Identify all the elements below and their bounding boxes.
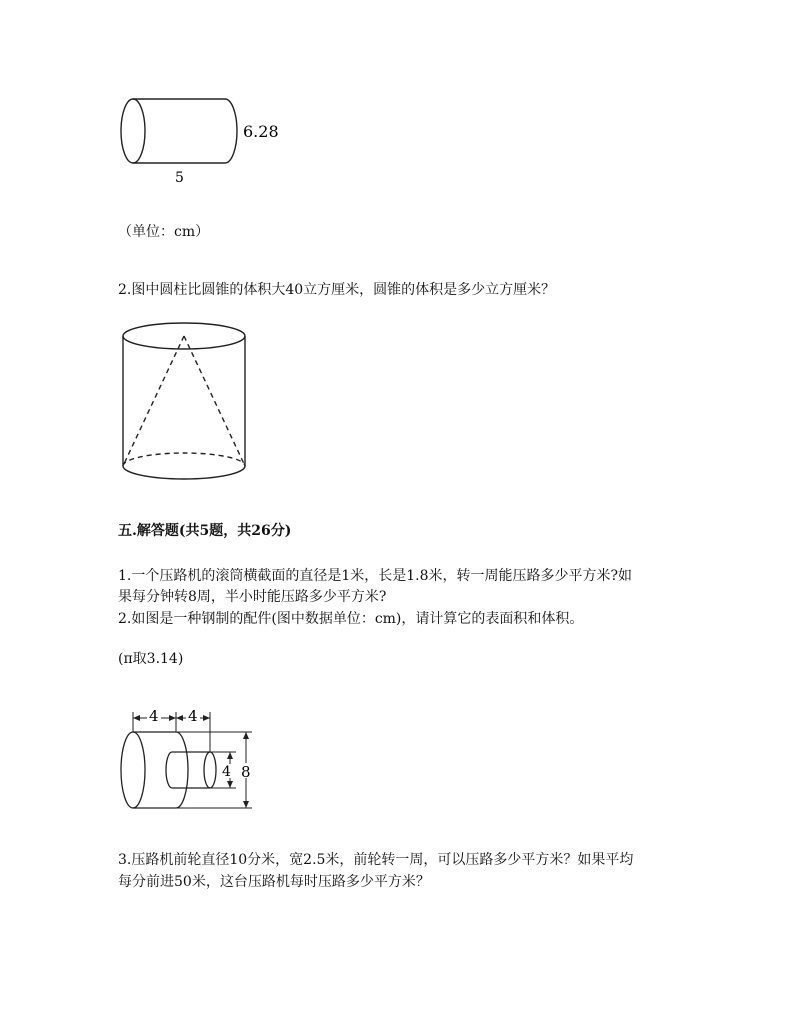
large-diameter-label: 8 bbox=[241, 763, 251, 781]
cylinder-length-label: 5 bbox=[175, 170, 184, 186]
section-heading: 五.解答题(共5题，共26分) bbox=[118, 523, 292, 539]
question-3-line-1: 3.压路机前轮直径10分米，宽2.5米，前轮转一周，可以压路多少平方米？如果平均 bbox=[118, 852, 634, 868]
small-cylinder-left-arc bbox=[166, 752, 172, 788]
question-2-text: 2.如图是一种钢制的配件(图中数据单位：cm)，请计算它的表面积和体积。 bbox=[118, 611, 584, 627]
question-1-line-2: 果每分钟转8周，半小时能压路多少平方米? bbox=[118, 589, 387, 605]
pi-note: (π取3.14) bbox=[118, 651, 184, 667]
question-3-line-2: 每分前进50米，这台压路机每时压路多少平方米？ bbox=[118, 874, 430, 890]
large-cylinder-left-ellipse bbox=[121, 732, 145, 808]
large-cylinder-right-face bbox=[176, 732, 188, 808]
small-diameter-label: 4 bbox=[222, 764, 231, 780]
length-label-2: 4 bbox=[188, 707, 198, 725]
small-cylinder-right-ellipse bbox=[204, 752, 216, 788]
length-label-1: 4 bbox=[149, 707, 159, 725]
question-1-line-1: 1.一个压路机的滚筒横截面的直径是1米，长是1.8米，转一周能压路多少平方米?如 bbox=[118, 568, 633, 584]
unit-note: （单位：cm） bbox=[118, 224, 210, 240]
cylinder-height-label: 6.28 bbox=[243, 122, 279, 141]
question-cylinder-cone: 2.图中圆柱比圆锥的体积大40立方厘米，圆锥的体积是多少立方厘米？ bbox=[118, 282, 556, 298]
